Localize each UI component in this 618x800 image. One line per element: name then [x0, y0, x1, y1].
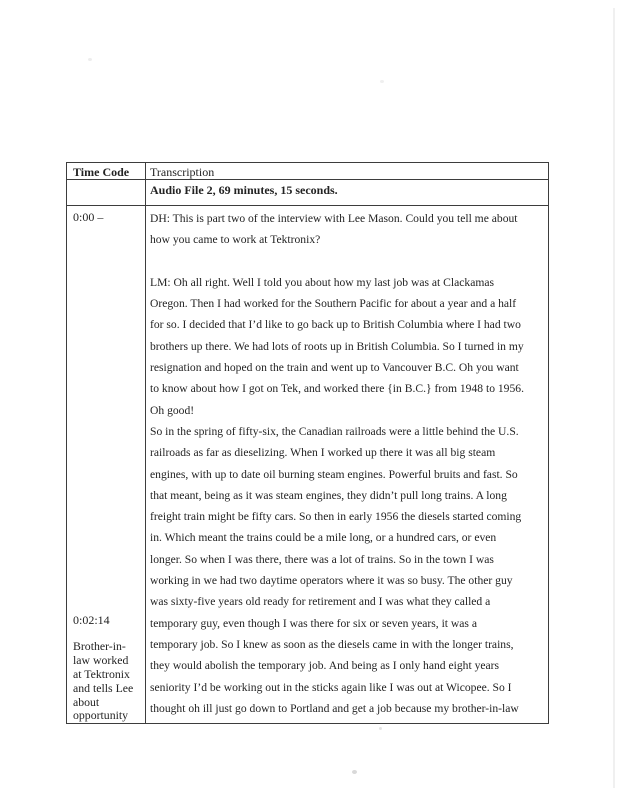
text-line: temporary job. So I knew as soon as the diesels came in with the longer trains, [150, 637, 514, 651]
transcription-table [66, 162, 549, 724]
text-line: Oregon. Then I had worked for the Southern Pacific for about a year and a half [150, 297, 517, 311]
scan-artifact [88, 58, 92, 61]
text-line: Brother-in- [73, 639, 126, 653]
text-line: seniority I’d be working out in the sticks again like I was out at Wicopee. So I [150, 680, 512, 694]
text-line: how you came to work at Tektronix? [150, 233, 321, 247]
timecode-cell [67, 206, 146, 723]
text-line: about [73, 694, 100, 709]
text-line: engines, with up to date oil burning steam engines. Powerful bruits and fast. So [150, 467, 518, 481]
timecode-entry-first: 0:00 – [73, 210, 104, 224]
text-line: was sixty-five years old ready for retirement and I was what they called a [150, 595, 491, 609]
scan-artifact [380, 80, 384, 83]
text-line: railroads as far as dieselizing. When I worked up there it was all big steam [150, 446, 496, 460]
column-header-transcription: Transcription [150, 165, 215, 179]
transcript-row [67, 206, 548, 723]
text-line: and tells Lee [73, 680, 134, 695]
text-line [150, 251, 544, 272]
text-line: in. Which meant the trains could be a mile long, or a hundred cars, or even [150, 531, 497, 545]
scan-artifact [352, 770, 357, 774]
text-line: that meant, being as it was steam engines, they didn’t pull long trains. A long [150, 488, 507, 502]
table-header-row [67, 163, 548, 180]
text-line: for so. I decided that I’d like to go back up to British Columbia where I had two [150, 318, 521, 332]
column-header-time-code: Time Code [67, 163, 146, 179]
text-line: law worked [73, 652, 129, 667]
text-line: at Tektronix [73, 666, 130, 681]
text-line: they would abolish the temporary job. And being as I only hand eight years [150, 659, 500, 673]
text-line: to know about how I got on Tek, and worked there {in B.C.} from 1948 to 1956. [150, 382, 524, 396]
text-line: So in the spring of fifty-six, the Canadian railroads were a little behind the U.S. [150, 424, 519, 438]
text-line: opportunity [73, 708, 129, 723]
audio-file-label: Audio File 2, 69 minutes, 15 seconds. [150, 183, 338, 197]
text-line: brothers up there. We had lots of roots up in British Columbia. So I turned in my [150, 339, 524, 353]
scan-artifact [379, 727, 382, 730]
text-line: longer. So when I was there, there was a lot of trains. So in the town I was [150, 552, 494, 566]
text-line: freight train might be fifty cars. So then in early 1956 the diesels started coming [150, 510, 522, 524]
text-line: working in we had two daytime operators where it was so busy. The other guy [150, 574, 513, 588]
margin-note [73, 640, 133, 723]
transcript-cell [146, 206, 548, 723]
text-line: thought oh ill just go down to Portland and get a job because my brother-in-law [150, 701, 519, 715]
text-line: temporary guy, even though I was there for six or seven years, it was a [150, 616, 477, 630]
text-line: DH: This is part two of the interview with Lee Mason. Could you tell me about [150, 212, 518, 225]
timecode-entry-second: 0:02:14 [73, 613, 110, 627]
scan-edge-shadow [613, 8, 615, 788]
text-line: Oh good! [150, 403, 195, 417]
text-line: LM: Oh all right. Well I told you about how my last job was at Clackamas [150, 275, 495, 289]
text-line: resignation and hoped on the train and went up to Vancouver B.C. Oh you want [150, 361, 519, 375]
audio-file-row [67, 180, 548, 206]
audio-file-row-timecode-cell [67, 180, 146, 205]
